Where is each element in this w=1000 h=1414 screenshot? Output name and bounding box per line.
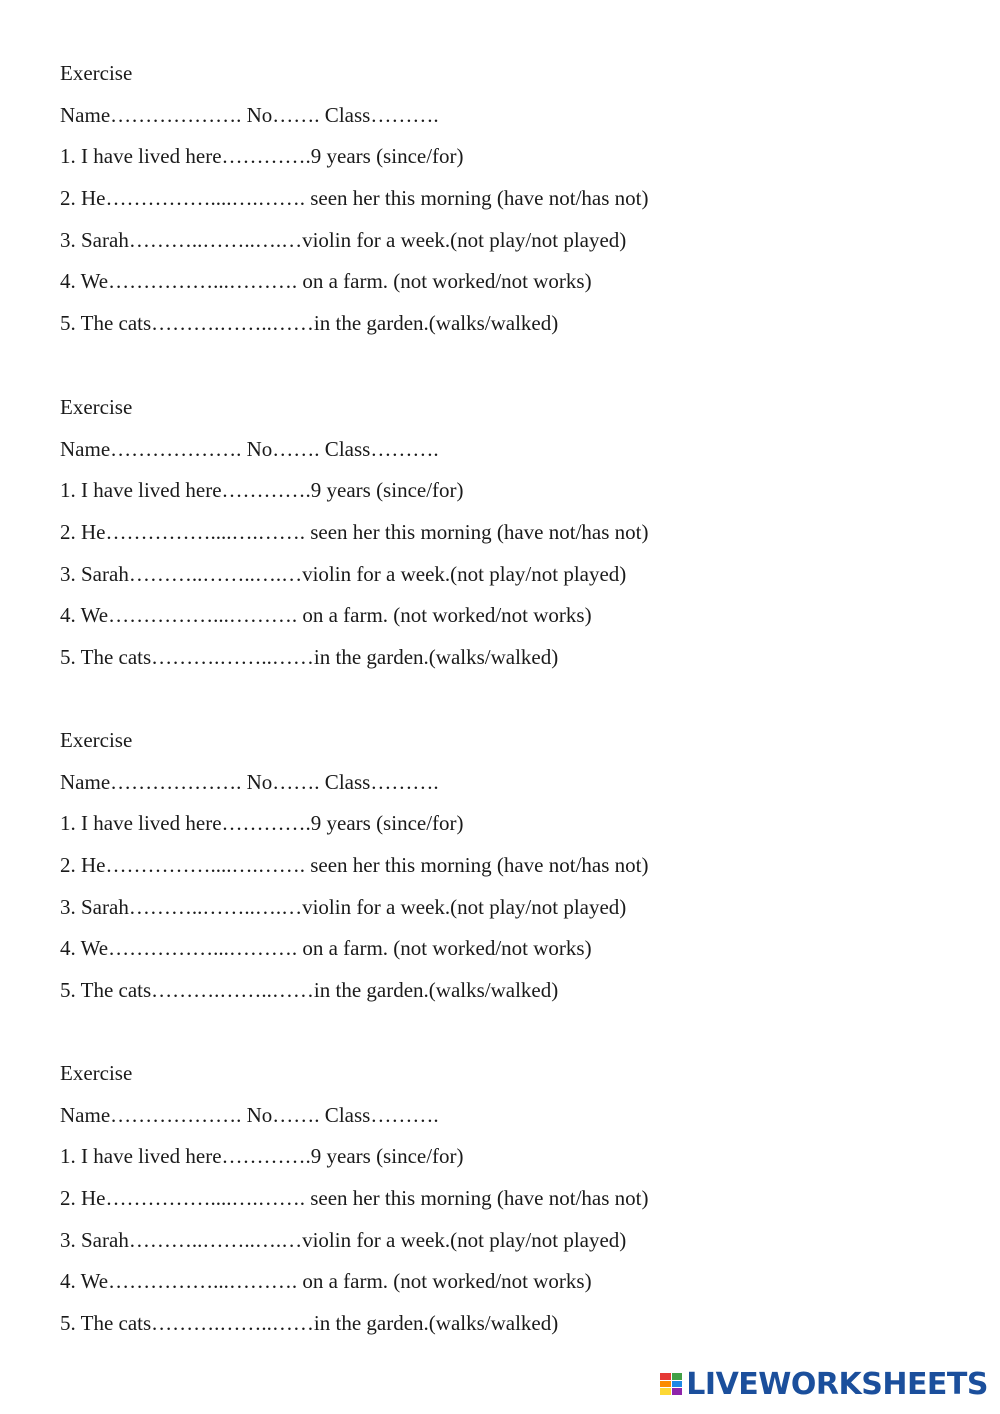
question-1: 1. I have lived here………….9 years (since/for) [60, 1144, 464, 1169]
question-3: 3. Sarah………..……..….…violin for a week.(not play/not played) [60, 1227, 627, 1252]
question-3: 3. Sarah………..……..….…violin for a week.(not play/not played) [60, 227, 627, 252]
question-3: 3. Sarah………..……..….…violin for a week.(not play/not played) [60, 561, 627, 586]
question-5: 5. The cats……….……..……in the garden.(walks/walked) [60, 978, 559, 1003]
student-info-line: Name………………. No……. Class………. [60, 1102, 439, 1127]
exercise-block-4 [60, 1053, 940, 1345]
exercise-block-2 [60, 387, 940, 679]
question-2: 2. He……………....….……. seen her this morning (have not/has not) [60, 520, 649, 545]
logo-tile [672, 1381, 683, 1388]
question-4: 4. We……………...………. on a farm. (not worked/not works) [60, 269, 592, 294]
exercise-title: Exercise [60, 1061, 133, 1085]
question-2: 2. He……………....….……. seen her this morning (have not/has not) [60, 1186, 649, 1211]
exercise-title: Exercise [60, 728, 133, 752]
question-4: 4. We……………...………. on a farm. (not worked/not works) [60, 936, 592, 961]
student-info-line: Name………………. No……. Class………. [60, 102, 439, 127]
liveworksheets-grid-icon [660, 1373, 682, 1395]
liveworksheets-logo [660, 1364, 988, 1404]
question-2: 2. He……………....….……. seen her this morning (have not/has not) [60, 186, 649, 211]
student-info-line: Name………………. No……. Class………. [60, 769, 439, 794]
question-2: 2. He……………....….……. seen her this morning (have not/has not) [60, 853, 649, 878]
logo-text: LIVEWORKSHEETS [686, 1366, 988, 1402]
question-1: 1. I have lived here………….9 years (since/for) [60, 811, 464, 836]
exercise-title: Exercise [60, 61, 133, 85]
student-info-line: Name………………. No……. Class………. [60, 436, 439, 461]
question-1: 1. I have lived here………….9 years (since/for) [60, 144, 464, 169]
logo-tile [660, 1381, 671, 1388]
logo-tile [660, 1388, 671, 1395]
question-5: 5. The cats……….……..……in the garden.(walks/walked) [60, 311, 559, 336]
question-4: 4. We……………...………. on a farm. (not worked/not works) [60, 603, 592, 628]
exercise-title: Exercise [60, 395, 133, 419]
question-5: 5. The cats……….……..……in the garden.(walks/walked) [60, 1311, 559, 1336]
question-5: 5. The cats……….……..……in the garden.(walks/walked) [60, 645, 559, 670]
question-3: 3. Sarah………..……..….…violin for a week.(not play/not played) [60, 894, 627, 919]
question-1: 1. I have lived here………….9 years (since/for) [60, 478, 464, 503]
exercise-block-1 [60, 53, 940, 345]
question-4: 4. We……………...………. on a farm. (not worked/not works) [60, 1269, 592, 1294]
exercise-block-3 [60, 720, 940, 1012]
logo-tile [672, 1388, 683, 1395]
logo-tile [660, 1373, 671, 1380]
logo-tile [672, 1373, 683, 1380]
